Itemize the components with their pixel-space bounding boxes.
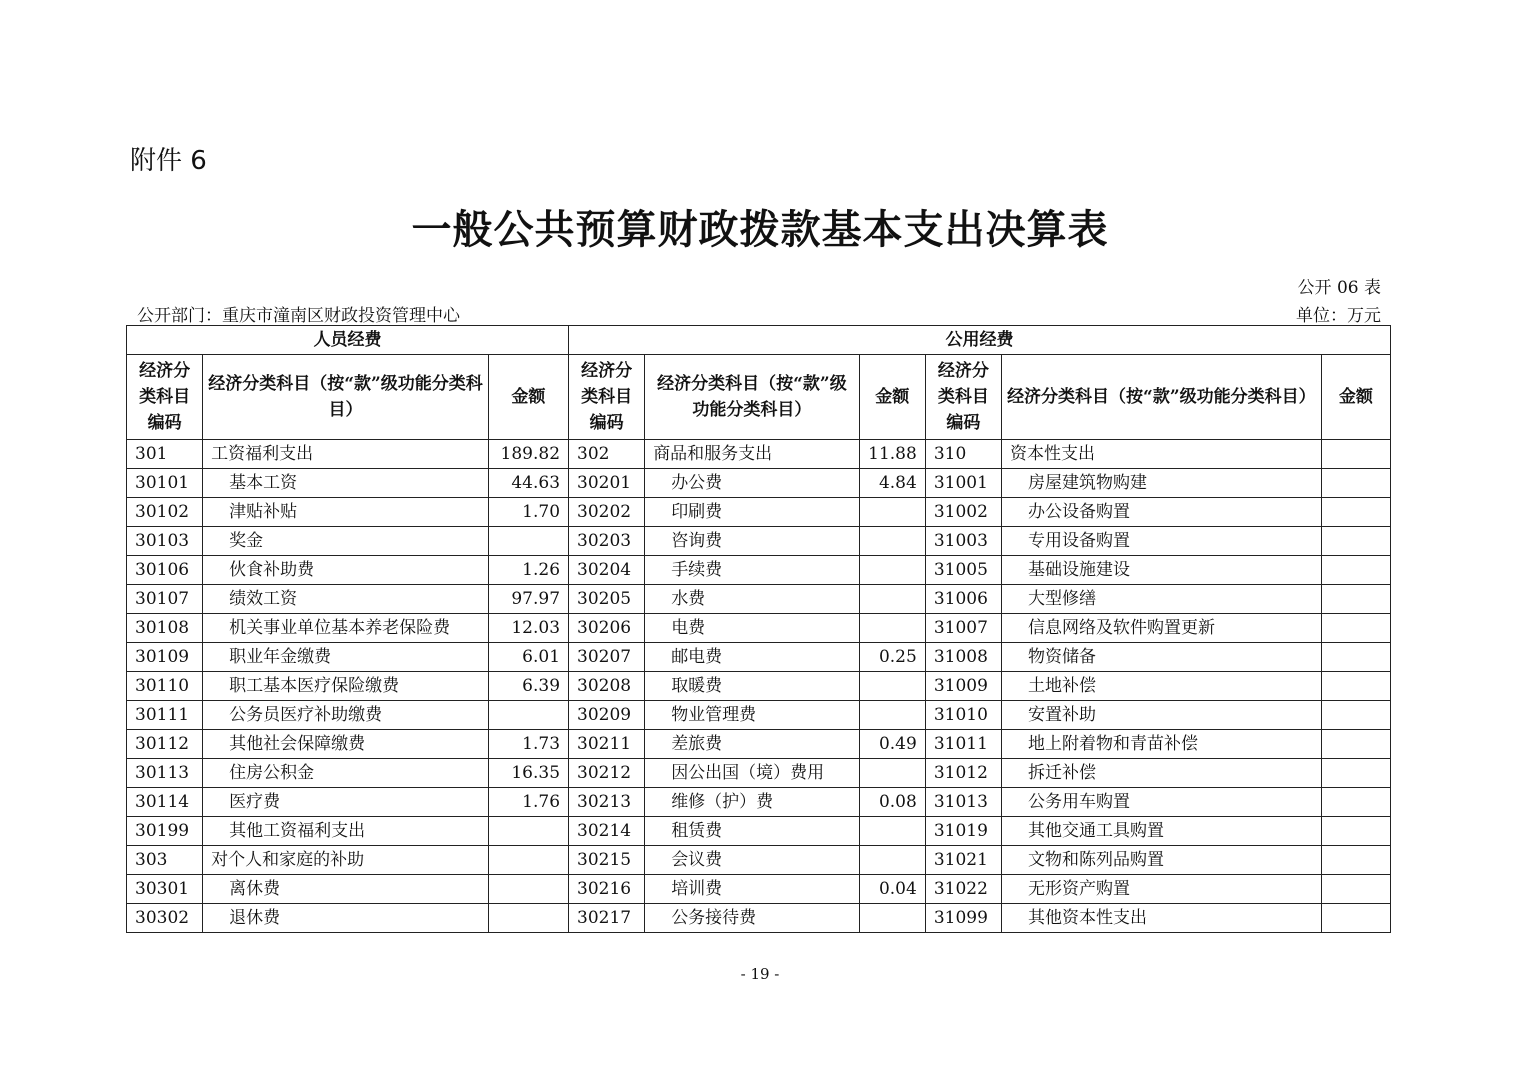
name-cell: 其他社会保障缴费 — [203, 730, 489, 759]
code-cell: 30201 — [569, 469, 645, 498]
amount-cell — [859, 701, 925, 730]
amount-cell — [859, 527, 925, 556]
code-cell: 30204 — [569, 556, 645, 585]
name-cell: 职业年金缴费 — [203, 643, 489, 672]
code-cell: 30101 — [127, 469, 203, 498]
amount-cell: 1.26 — [488, 556, 568, 585]
unit-label: 单位：万元 — [1296, 306, 1381, 326]
amount-cell — [1321, 730, 1390, 759]
name-cell: 离休费 — [203, 875, 489, 904]
name-cell: 物业管理费 — [645, 701, 859, 730]
code-cell: 30102 — [127, 498, 203, 527]
code-cell: 30205 — [569, 585, 645, 614]
amount-cell — [488, 904, 568, 933]
amount-cell — [859, 672, 925, 701]
column-header-amount: 金额 — [488, 355, 568, 440]
amount-cell — [488, 846, 568, 875]
amount-cell: 11.88 — [859, 440, 925, 469]
amount-cell — [859, 759, 925, 788]
code-cell: 30112 — [127, 730, 203, 759]
code-cell: 30109 — [127, 643, 203, 672]
code-cell: 31006 — [925, 585, 1001, 614]
code-cell: 30108 — [127, 614, 203, 643]
table-row — [127, 875, 1391, 904]
name-cell: 邮电费 — [645, 643, 859, 672]
name-cell: 无形资产购置 — [1001, 875, 1321, 904]
name-cell: 职工基本医疗保险缴费 — [203, 672, 489, 701]
amount-cell — [1321, 846, 1390, 875]
name-cell: 专用设备购置 — [1001, 527, 1321, 556]
code-cell: 31007 — [925, 614, 1001, 643]
name-cell: 会议费 — [645, 846, 859, 875]
name-cell: 地上附着物和青苗补偿 — [1001, 730, 1321, 759]
code-cell: 302 — [569, 440, 645, 469]
code-cell: 30215 — [569, 846, 645, 875]
amount-cell — [1321, 556, 1390, 585]
amount-cell — [859, 817, 925, 846]
name-cell: 绩效工资 — [203, 585, 489, 614]
name-cell: 公务员医疗补助缴费 — [203, 701, 489, 730]
name-cell: 奖金 — [203, 527, 489, 556]
code-cell: 30208 — [569, 672, 645, 701]
column-header-amount: 金额 — [859, 355, 925, 440]
amount-cell: 44.63 — [488, 469, 568, 498]
table-row — [127, 440, 1391, 469]
name-cell: 大型修缮 — [1001, 585, 1321, 614]
table-row — [127, 556, 1391, 585]
column-header-code: 经济分类科目编码 — [127, 355, 203, 440]
name-cell: 工资福利支出 — [203, 440, 489, 469]
table-row — [127, 498, 1391, 527]
amount-cell — [488, 817, 568, 846]
amount-cell — [488, 875, 568, 904]
code-cell: 31012 — [925, 759, 1001, 788]
amount-cell — [1321, 527, 1390, 556]
amount-cell — [859, 585, 925, 614]
name-cell: 医疗费 — [203, 788, 489, 817]
column-header-name: 经济分类科目（按“款”级功能分类科目） — [203, 355, 489, 440]
name-cell: 水费 — [645, 585, 859, 614]
name-cell: 商品和服务支出 — [645, 440, 859, 469]
amount-cell — [1321, 614, 1390, 643]
table-row — [127, 585, 1391, 614]
amount-cell: 6.01 — [488, 643, 568, 672]
section-header-personnel: 人员经费 — [127, 326, 569, 355]
amount-cell — [1321, 788, 1390, 817]
amount-cell: 1.70 — [488, 498, 568, 527]
code-cell: 31099 — [925, 904, 1001, 933]
amount-cell: 1.76 — [488, 788, 568, 817]
name-cell: 津贴补贴 — [203, 498, 489, 527]
code-cell: 30106 — [127, 556, 203, 585]
amount-cell — [1321, 875, 1390, 904]
table-row — [127, 788, 1391, 817]
name-cell: 退休费 — [203, 904, 489, 933]
code-cell: 30202 — [569, 498, 645, 527]
name-cell: 手续费 — [645, 556, 859, 585]
amount-cell — [859, 846, 925, 875]
code-cell: 30113 — [127, 759, 203, 788]
name-cell: 安置补助 — [1001, 701, 1321, 730]
column-header-name: 经济分类科目（按“款”级功能分类科目） — [1001, 355, 1321, 440]
code-cell: 30216 — [569, 875, 645, 904]
code-cell: 310 — [925, 440, 1001, 469]
code-cell: 30211 — [569, 730, 645, 759]
code-cell: 31002 — [925, 498, 1001, 527]
code-cell: 31022 — [925, 875, 1001, 904]
code-cell: 30217 — [569, 904, 645, 933]
name-cell: 基本工资 — [203, 469, 489, 498]
table-row — [127, 672, 1391, 701]
column-header-name: 经济分类科目（按“款”级功能分类科目） — [645, 355, 859, 440]
name-cell: 资本性支出 — [1001, 440, 1321, 469]
amount-cell: 0.04 — [859, 875, 925, 904]
amount-cell — [859, 556, 925, 585]
table-row — [127, 527, 1391, 556]
code-cell: 31021 — [925, 846, 1001, 875]
code-cell: 30199 — [127, 817, 203, 846]
code-cell: 30206 — [569, 614, 645, 643]
code-cell: 30110 — [127, 672, 203, 701]
code-cell: 31003 — [925, 527, 1001, 556]
name-cell: 对个人和家庭的补助 — [203, 846, 489, 875]
column-header-code: 经济分类科目编码 — [925, 355, 1001, 440]
code-cell: 31009 — [925, 672, 1001, 701]
amount-cell: 189.82 — [488, 440, 568, 469]
amount-cell: 6.39 — [488, 672, 568, 701]
amount-cell — [1321, 585, 1390, 614]
amount-cell — [859, 614, 925, 643]
name-cell: 电费 — [645, 614, 859, 643]
expenditure-table — [126, 325, 1391, 933]
name-cell: 机关事业单位基本养老保险费 — [203, 614, 489, 643]
amount-cell: 4.84 — [859, 469, 925, 498]
name-cell: 土地补偿 — [1001, 672, 1321, 701]
name-cell: 培训费 — [645, 875, 859, 904]
code-cell: 30207 — [569, 643, 645, 672]
amount-cell — [859, 498, 925, 527]
name-cell: 其他资本性支出 — [1001, 904, 1321, 933]
name-cell: 文物和陈列品购置 — [1001, 846, 1321, 875]
code-cell: 31011 — [925, 730, 1001, 759]
amount-cell — [488, 527, 568, 556]
name-cell: 住房公积金 — [203, 759, 489, 788]
name-cell: 咨询费 — [645, 527, 859, 556]
column-header-code: 经济分类科目编码 — [569, 355, 645, 440]
code-cell: 31008 — [925, 643, 1001, 672]
amount-cell — [1321, 759, 1390, 788]
name-cell: 拆迁补偿 — [1001, 759, 1321, 788]
amount-cell: 0.08 — [859, 788, 925, 817]
name-cell: 基础设施建设 — [1001, 556, 1321, 585]
code-cell: 31005 — [925, 556, 1001, 585]
code-cell: 303 — [127, 846, 203, 875]
name-cell: 办公设备购置 — [1001, 498, 1321, 527]
amount-cell — [1321, 498, 1390, 527]
name-cell: 伙食补助费 — [203, 556, 489, 585]
form-number: 公开 06 表 — [1297, 278, 1381, 298]
amount-cell: 0.49 — [859, 730, 925, 759]
code-cell: 30301 — [127, 875, 203, 904]
table-row — [127, 614, 1391, 643]
code-cell: 30111 — [127, 701, 203, 730]
table-row — [127, 846, 1391, 875]
code-cell: 31010 — [925, 701, 1001, 730]
page-number: - 19 - — [740, 965, 780, 983]
name-cell: 信息网络及软件购置更新 — [1001, 614, 1321, 643]
amount-cell — [488, 701, 568, 730]
table-row — [127, 643, 1391, 672]
table-row — [127, 701, 1391, 730]
amount-cell — [1321, 672, 1390, 701]
amount-cell — [859, 904, 925, 933]
name-cell: 因公出国（境）费用 — [645, 759, 859, 788]
table-row — [127, 469, 1391, 498]
name-cell: 租赁费 — [645, 817, 859, 846]
section-header-public: 公用经费 — [569, 326, 1391, 355]
name-cell: 办公费 — [645, 469, 859, 498]
code-cell: 31013 — [925, 788, 1001, 817]
code-cell: 31019 — [925, 817, 1001, 846]
column-header-amount: 金额 — [1321, 355, 1390, 440]
page-title: 一般公共预算财政拨款基本支出决算表 — [411, 206, 1109, 253]
code-cell: 30302 — [127, 904, 203, 933]
name-cell: 其他工资福利支出 — [203, 817, 489, 846]
amount-cell — [1321, 440, 1390, 469]
amount-cell — [1321, 643, 1390, 672]
amount-cell: 97.97 — [488, 585, 568, 614]
name-cell: 维修（护）费 — [645, 788, 859, 817]
code-cell: 30114 — [127, 788, 203, 817]
table-row — [127, 817, 1391, 846]
code-cell: 31001 — [925, 469, 1001, 498]
name-cell: 物资储备 — [1001, 643, 1321, 672]
name-cell: 公务接待费 — [645, 904, 859, 933]
code-cell: 30203 — [569, 527, 645, 556]
table-row — [127, 759, 1391, 788]
amount-cell — [1321, 817, 1390, 846]
table-row — [127, 904, 1391, 933]
department-label: 公开部门：重庆市潼南区财政投资管理中心 — [137, 306, 460, 326]
name-cell: 差旅费 — [645, 730, 859, 759]
amount-cell: 16.35 — [488, 759, 568, 788]
amount-cell: 0.25 — [859, 643, 925, 672]
amount-cell: 1.73 — [488, 730, 568, 759]
table-row — [127, 730, 1391, 759]
code-cell: 301 — [127, 440, 203, 469]
name-cell: 其他交通工具购置 — [1001, 817, 1321, 846]
code-cell: 30103 — [127, 527, 203, 556]
name-cell: 取暖费 — [645, 672, 859, 701]
name-cell: 房屋建筑物购建 — [1001, 469, 1321, 498]
code-cell: 30209 — [569, 701, 645, 730]
amount-cell — [1321, 469, 1390, 498]
code-cell: 30212 — [569, 759, 645, 788]
amount-cell — [1321, 904, 1390, 933]
amount-cell — [1321, 701, 1390, 730]
code-cell: 30214 — [569, 817, 645, 846]
name-cell: 印刷费 — [645, 498, 859, 527]
amount-cell: 12.03 — [488, 614, 568, 643]
attachment-label: 附件 6 — [130, 146, 207, 176]
code-cell: 30107 — [127, 585, 203, 614]
code-cell: 30213 — [569, 788, 645, 817]
name-cell: 公务用车购置 — [1001, 788, 1321, 817]
